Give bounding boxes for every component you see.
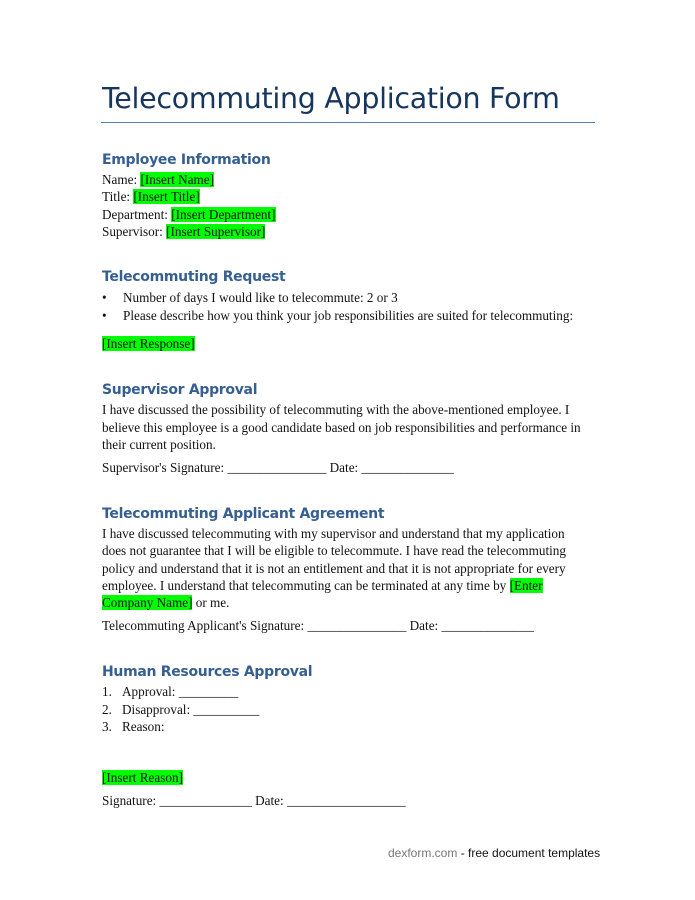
applicant-signature-line[interactable]: Telecommuting Applicant's Signature: _______________ Date: ______________ (102, 618, 534, 633)
agreement-text-line: policy and understand that it is not an entitlement and that it is not appropriate for every (102, 561, 566, 576)
employee-info-heading: Employee Information (102, 152, 271, 168)
supervisor-text-line: believe this employee is a good candidate based on job responsibilities and performance in (102, 420, 581, 435)
list-number: 1. (102, 684, 112, 699)
company-name-part1[interactable]: [Enter (509, 578, 543, 593)
hr-item-reason (102, 718, 165, 735)
footer-brand-link[interactable]: dexform.com (388, 846, 458, 860)
name-field (102, 171, 214, 188)
hr-item-disapproval[interactable] (102, 701, 259, 718)
hr-item-text: Reason: (122, 719, 165, 734)
name-label: Name: (102, 172, 138, 187)
response-field (102, 335, 195, 352)
supervisor-approval-heading: Supervisor Approval (102, 382, 258, 398)
reason-value[interactable]: [Insert Reason] (102, 770, 183, 785)
hr-item-approval[interactable] (102, 683, 238, 700)
agreement-text: employee. I understand that telecommuting can be terminated at any time by (102, 578, 510, 593)
list-number: 3. (102, 719, 112, 734)
agreement-text-line: does not guarantee that I will be eligible to telecommute. I have read the telecommuting (102, 543, 566, 558)
agreement-heading: Telecommuting Applicant Agreement (102, 506, 385, 522)
page-title: Telecommuting Application Form (102, 82, 560, 115)
agreement-text-line (102, 577, 543, 594)
supervisor-text-line: I have discussed the possibility of telecommuting with the above-mentioned employee. I (102, 402, 570, 417)
supervisor-field (102, 223, 265, 240)
title-field (102, 188, 200, 205)
bullet-icon: • (102, 308, 107, 323)
name-value[interactable]: [Insert Name] (140, 172, 215, 187)
agreement-text-line: I have discussed telecommuting with my supervisor and understand that my application (102, 526, 565, 541)
agreement-tail: or me. (192, 595, 230, 610)
title-divider (101, 122, 595, 123)
title-value[interactable]: [Insert Title] (133, 189, 200, 204)
supervisor-signature-line[interactable]: Supervisor's Signature: _______________ Date: ______________ (102, 460, 454, 475)
request-heading: Telecommuting Request (102, 269, 286, 285)
list-number: 2. (102, 702, 112, 717)
department-field (102, 206, 276, 223)
hr-item-text: Disapproval: __________ (122, 702, 260, 717)
supervisor-label: Supervisor: (102, 224, 163, 239)
department-label: Department: (102, 207, 168, 222)
bullet-text: Please describe how you think your job responsibilities are suited for telecommuting: (123, 308, 574, 323)
footer (388, 846, 600, 860)
hr-item-text: Approval: _________ (122, 684, 239, 699)
agreement-text-line (102, 594, 229, 611)
supervisor-text-line: their current position. (102, 437, 216, 452)
bullet-icon: • (102, 290, 107, 305)
request-bullet-describe (102, 308, 573, 324)
bullet-text: Number of days I would like to telecommute: 2 or 3 (123, 290, 398, 305)
title-label: Title: (102, 189, 131, 204)
hr-signature-line[interactable]: Signature: ______________ Date: __________________ (102, 793, 406, 808)
reason-field (102, 769, 183, 786)
hr-heading: Human Resources Approval (102, 664, 313, 680)
footer-text: - free document templates (457, 846, 601, 860)
supervisor-value[interactable]: [Insert Supervisor] (166, 224, 266, 239)
response-value[interactable]: [Insert Response] (102, 336, 195, 351)
request-bullet-days (102, 290, 398, 306)
department-value[interactable]: [Insert Department] (171, 207, 276, 222)
company-name-part2[interactable]: Company Name] (102, 595, 193, 610)
